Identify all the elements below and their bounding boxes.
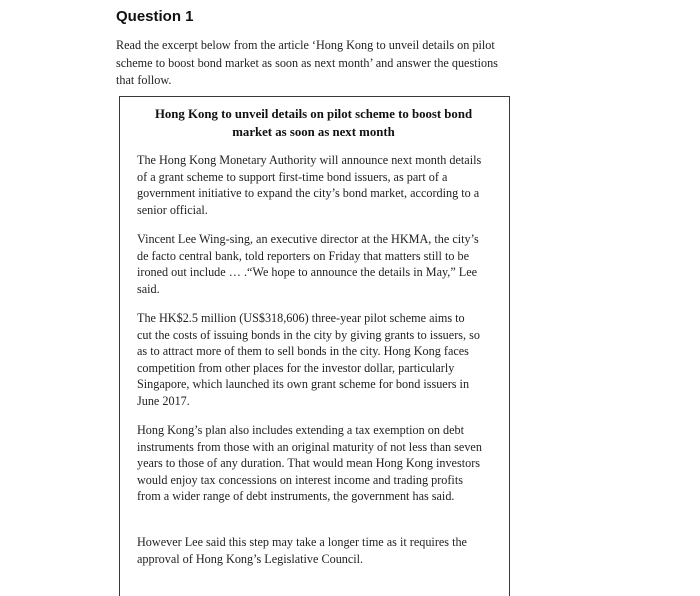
article-paragraph-5: However Lee said this step may take a longer time as it requires the approval of Hong Kong’s Legislative Council. bbox=[137, 535, 467, 566]
article-excerpt-box bbox=[119, 96, 510, 596]
question-instructions: Read the excerpt below from the article ‘Hong Kong to unveil details on pilot scheme to boost bond market as soon as next month’ and answer the questions that follow. bbox=[116, 38, 498, 87]
question-heading: Question 1 bbox=[116, 8, 194, 25]
article-paragraph-2: Vincent Lee Wing-sing, an executive director at the HKMA, the city’s de facto central bank, told reporters on Friday that matters still to be ironed out include … .“We hope to announce the details in May,” Lee said. bbox=[137, 232, 479, 296]
article-paragraph-1: The Hong Kong Monetary Authority will announce next month details of a grant scheme to support first-time bond issuers, as part of a government initiative to expand the city’s bond market, according to a senior official. bbox=[137, 153, 482, 217]
article-title: Hong Kong to unveil details on pilot scheme to boost bond market as soon as next month bbox=[154, 107, 473, 139]
article-paragraph-4: Hong Kong’s plan also includes extending a tax exemption on debt instruments from those with an original maturity of not less than seven years to those of any duration. That would mean Hong Kong investors would enjoy tax concessions on interest income and trading profits from a wider range of debt instruments, the government has said. bbox=[137, 423, 482, 503]
article-paragraph-3: The HK$2.5 million (US$318,606) three-year pilot scheme aims to cut the costs of issuing bonds in the city by giving grants to issuers, so as to attract more of them to sell bonds in the city. Hong Kong faces competition from other places for the investor dollar, particularly Singapore, which launched its own grant scheme for bond issuers in June 2017. bbox=[137, 311, 480, 408]
